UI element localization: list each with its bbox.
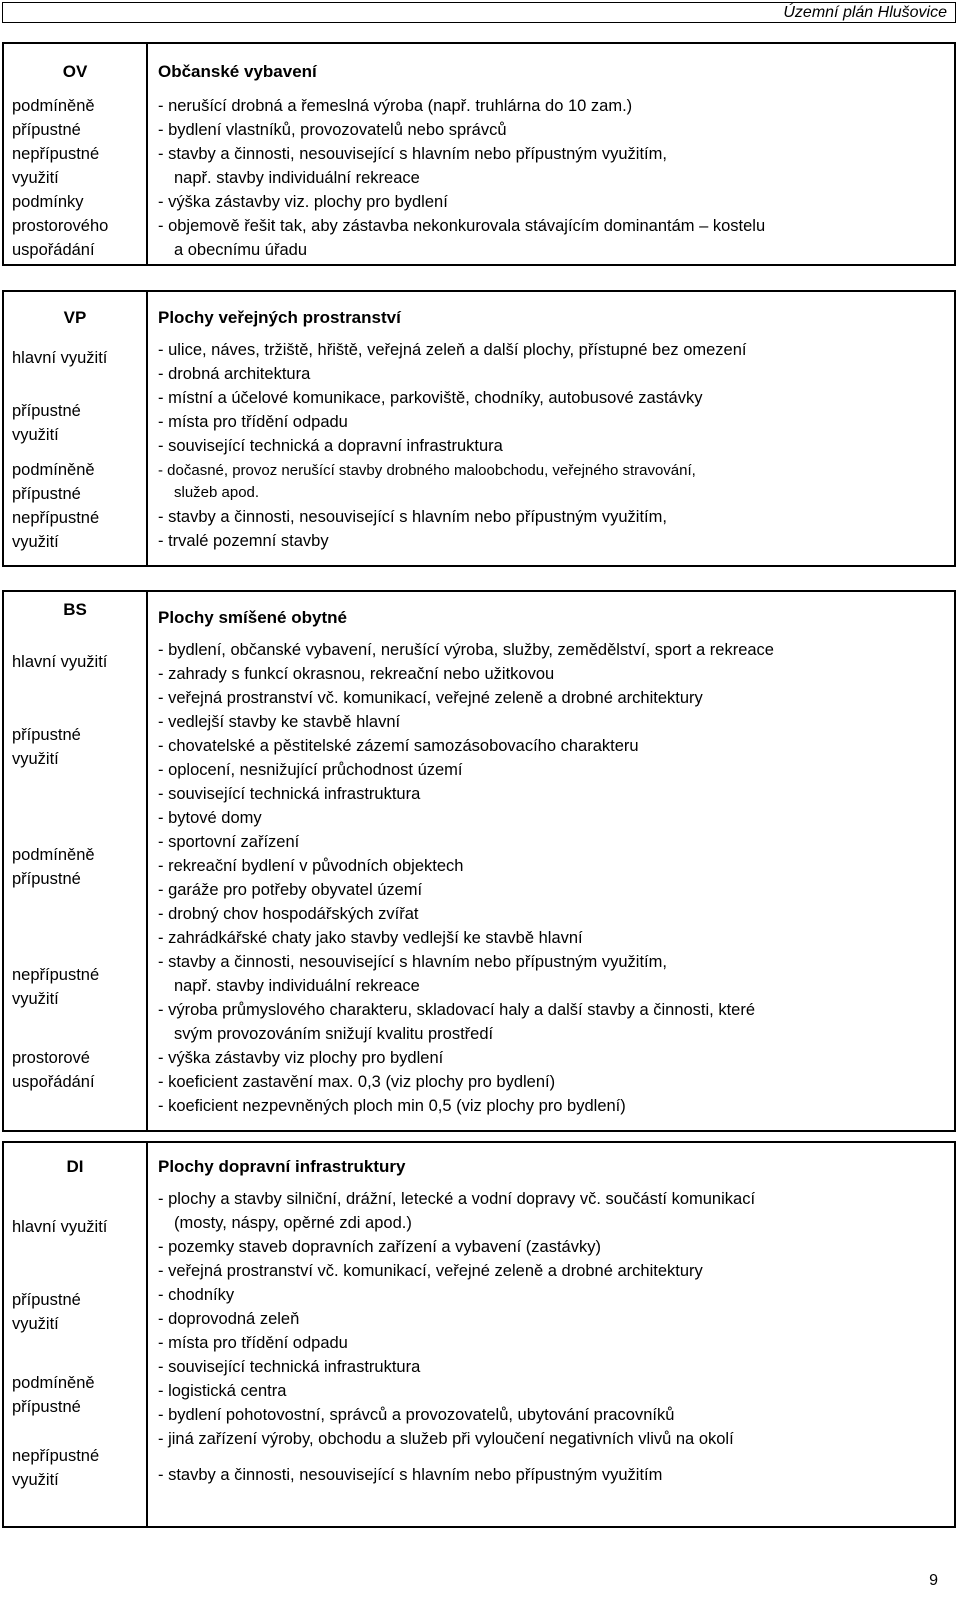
bs-label: nepřípustné	[12, 966, 100, 984]
vp-title: Plochy veřejných prostranství	[158, 308, 401, 327]
di-line: - plochy a stavby silniční, drážní, letecké a vodní dopravy vč. součástí komunikací	[158, 1190, 756, 1208]
bs-line: - chovatelské a pěstitelské zázemí samozásobovacího charakteru	[158, 737, 639, 755]
vp-code: VP	[63, 308, 87, 327]
document-title: Územní plán Hlušovice	[783, 4, 947, 21]
ov-left-column	[4, 44, 148, 264]
ov-line: - stavby a činnosti, nesouvisející s hlavním nebo přípustným využitím,	[158, 145, 667, 163]
ov-line: - výška zástavby viz. plochy pro bydlení	[158, 193, 448, 211]
vp-line: - místa pro třídění odpadu	[158, 413, 348, 431]
bs-right-column	[150, 592, 954, 1130]
table-vp	[2, 290, 956, 567]
di-label: využití	[12, 1471, 59, 1489]
vp-label: přípustné	[12, 485, 81, 503]
di-label: hlavní využití	[12, 1218, 108, 1236]
di-line: - místa pro třídění odpadu	[158, 1334, 348, 1352]
bs-label: přípustné	[12, 870, 81, 888]
bs-line: - bydlení, občanské vybavení, nerušící výroba, služby, zemědělství, sport a rekreace	[158, 641, 774, 659]
vp-line: - drobná architektura	[158, 365, 311, 383]
table-di	[2, 1141, 956, 1528]
vp-line: - místní a účelové komunikace, parkoviště, chodníky, autobusové zastávky	[158, 389, 703, 407]
bs-line: - stavby a činnosti, nesouvisející s hlavním nebo přípustným využitím,	[158, 953, 667, 971]
page-number: 9	[929, 1572, 938, 1589]
ov-label: využití	[12, 169, 59, 187]
di-code: DI	[66, 1157, 84, 1176]
di-label: přípustné	[12, 1398, 81, 1416]
ov-label: přípustné	[12, 121, 81, 139]
ov-line: - objemově řešit tak, aby zástavba nekonkurovala stávajícím dominantám – kostelu	[158, 217, 766, 235]
bs-line: - zahrady s funkcí okrasnou, rekreační nebo užitkovou	[158, 665, 555, 683]
bs-label: podmíněně	[12, 846, 95, 864]
ov-line: např. stavby individuální rekreace	[174, 169, 420, 187]
bs-label: využití	[12, 750, 59, 768]
page-header	[2, 2, 956, 23]
di-line: - jiná zařízení výroby, obchodu a služeb při vyloučení negativních vlivů na okolí	[158, 1430, 734, 1448]
bs-line: - bytové domy	[158, 809, 262, 827]
bs-label: přípustné	[12, 726, 81, 744]
bs-label: hlavní využití	[12, 653, 108, 671]
bs-line: např. stavby individuální rekreace	[174, 977, 420, 995]
di-line: - stavby a činnosti, nesouvisející s hlavním nebo přípustným využitím	[158, 1466, 663, 1484]
vp-label: využití	[12, 533, 59, 551]
ov-code: OV	[62, 62, 88, 81]
bs-title: Plochy smíšené obytné	[158, 608, 347, 627]
vp-line: služeb apod.	[174, 484, 260, 501]
ov-line: a obecnímu úřadu	[174, 241, 308, 259]
bs-line: - koeficient zastavění max. 0,3 (viz plochy pro bydlení)	[158, 1073, 556, 1091]
bs-label: využití	[12, 990, 59, 1008]
bs-line: svým provozováním snižují kvalitu prostředí	[174, 1025, 494, 1043]
bs-line: - související technická infrastruktura	[158, 785, 421, 803]
vp-line: - stavby a činnosti, nesouvisející s hlavním nebo přípustným využitím,	[158, 508, 667, 526]
bs-line: - koeficient nezpevněných ploch min 0,5 (viz plochy pro bydlení)	[158, 1097, 626, 1115]
di-label: využití	[12, 1315, 59, 1333]
bs-label: prostorové	[12, 1049, 90, 1067]
vp-label: podmíněně	[12, 461, 95, 479]
vp-label: využití	[12, 426, 59, 444]
bs-code: BS	[63, 600, 87, 619]
di-line: - chodníky	[158, 1286, 235, 1304]
bs-line: - veřejná prostranství vč. komunikací, veřejné zeleně a drobné architektury	[158, 689, 703, 707]
di-line: - související technická infrastruktura	[158, 1358, 421, 1376]
vp-line: - trvalé pozemní stavby	[158, 532, 329, 550]
vp-line: - související technická a dopravní infrastruktura	[158, 437, 503, 455]
vp-label: přípustné	[12, 402, 81, 420]
ov-line: - bydlení vlastníků, provozovatelů nebo správců	[158, 121, 507, 139]
ov-label: podmíněně	[12, 97, 95, 115]
bs-line: - garáže pro potřeby obyvatel území	[158, 881, 423, 899]
bs-line: - oplocení, nesnižující průchodnost území	[158, 761, 463, 779]
di-line: - pozemky staveb dopravních zařízení a vybavení (zastávky)	[158, 1238, 601, 1256]
ov-label: nepřípustné	[12, 145, 100, 163]
di-line: - veřejná prostranství vč. komunikací, veřejné zeleně a drobné architektury	[158, 1262, 703, 1280]
di-right-column	[150, 1143, 954, 1526]
bs-line: - sportovní zařízení	[158, 833, 300, 851]
ov-label: uspořádání	[12, 241, 95, 259]
bs-line: - vedlejší stavby ke stavbě hlavní	[158, 713, 401, 731]
di-line: - logistická centra	[158, 1382, 287, 1400]
ov-line: - nerušící drobná a řemeslná výroba (např. truhlárna do 10 zam.)	[158, 97, 633, 115]
bs-label: uspořádání	[12, 1073, 95, 1091]
di-line: - doprovodná zeleň	[158, 1310, 300, 1328]
ov-label: podmínky	[12, 193, 84, 211]
table-bs	[2, 590, 956, 1132]
di-left-column	[4, 1143, 148, 1526]
di-line: - bydlení pohotovostní, správců a provozovatelů, ubytování pracovníků	[158, 1406, 675, 1424]
di-line: (mosty, náspy, opěrné zdi apod.)	[174, 1214, 412, 1232]
bs-line: - výroba průmyslového charakteru, skladovací haly a další stavby a činnosti, které	[158, 1001, 756, 1019]
ov-right-column	[150, 44, 954, 264]
vp-label: nepřípustné	[12, 509, 100, 527]
bs-line: - výška zástavby viz plochy pro bydlení	[158, 1049, 444, 1067]
vp-right-column	[150, 292, 954, 565]
di-label: nepřípustné	[12, 1447, 100, 1465]
ov-title: Občanské vybavení	[158, 62, 317, 81]
bs-line: - drobný chov hospodářských zvířat	[158, 905, 419, 923]
ov-label: prostorového	[12, 217, 109, 235]
vp-line: - dočasné, provoz nerušící stavby drobného maloobchodu, veřejného stravování,	[158, 462, 696, 479]
bs-line: - rekreační bydlení v původních objektech	[158, 857, 464, 875]
vp-label: hlavní využití	[12, 349, 108, 367]
di-title: Plochy dopravní infrastruktury	[158, 1157, 406, 1176]
vp-line: - ulice, náves, tržiště, hřiště, veřejná zeleň a další plochy, přístupné bez omezení	[158, 341, 747, 359]
table-ov	[2, 42, 956, 266]
di-label: přípustné	[12, 1291, 81, 1309]
bs-left-column	[4, 592, 148, 1130]
bs-line: - zahrádkářské chaty jako stavby vedlejší ke stavbě hlavní	[158, 929, 583, 947]
vp-left-column	[4, 292, 148, 565]
di-label: podmíněně	[12, 1374, 95, 1392]
